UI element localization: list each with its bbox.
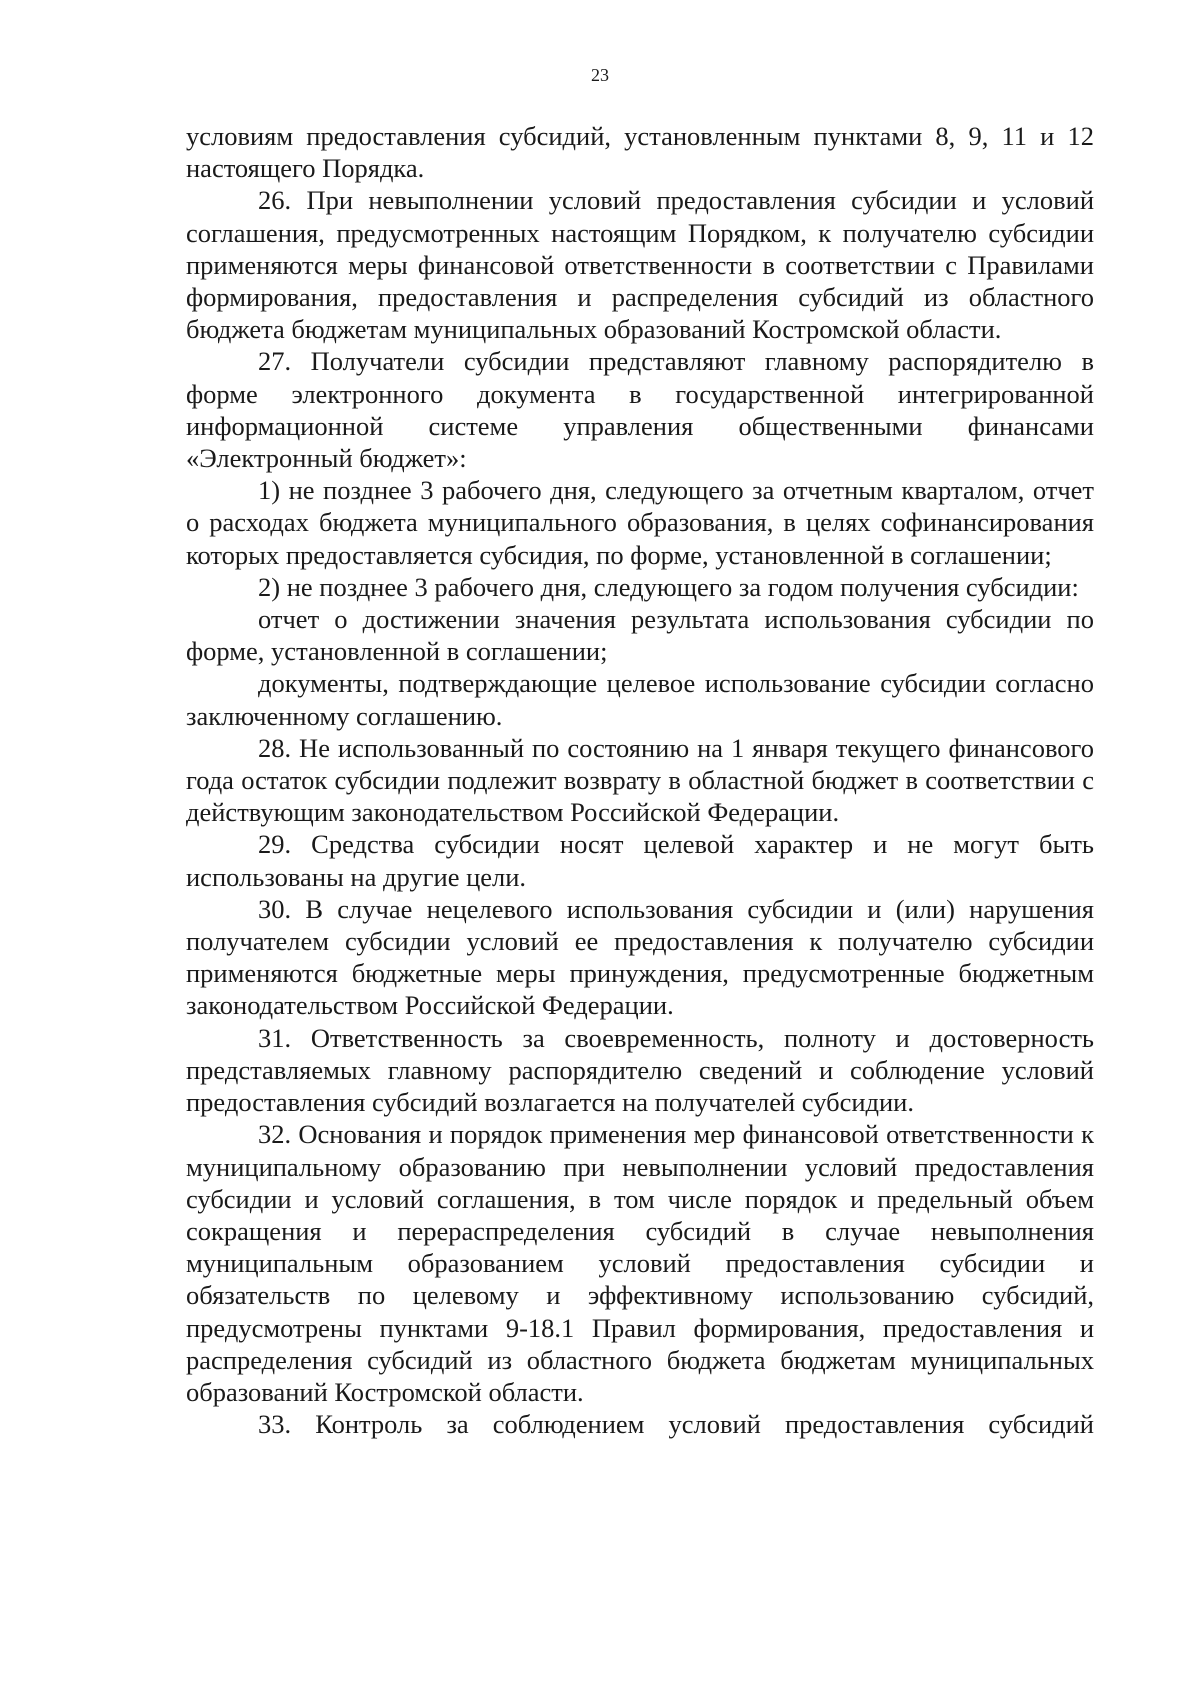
paragraph-31: 31. Ответственность за своевременность, полноту и достоверность представляемых главному распорядителю сведений и соблюдение условий предоставления субсидий возлагается на получателей субсидии. xyxy=(186,1022,1094,1118)
paragraph-29: 29. Средства субсидии носят целевой характер и не могут быть использованы на другие цели. xyxy=(186,829,1094,892)
paragraph-28: 28. Не использованный по состоянию на 1 января текущего финансового года остаток субсидии подлежит возврату в областной бюджет в соответствии с действующим законодательством Российской Федерации. xyxy=(186,732,1094,828)
paragraph-continuation: условиям предоставления субсидий, установленным пунктами 8, 9, 11 и 12 настоящего Порядка. xyxy=(186,121,1094,184)
paragraph-27-item-2: 2) не позднее 3 рабочего дня, следующего за годом получения субсидии: xyxy=(258,571,1079,602)
paragraph-30: 30. В случае нецелевого использования субсидии и (или) нарушения получателем субсидии условий ее предоставления к получателю субсидии применяются бюджетные меры принуждения, предусмотренные бюджетным законодательством Российской Федерации. xyxy=(186,893,1094,1021)
paragraph-27-item-1: 1) не позднее 3 рабочего дня, следующего за отчетным кварталом, отчет о расходах бюджета муниципального образования, в целях софинансирования которых предоставляется субсидия, по форме, установленной в соглашении; xyxy=(186,475,1094,570)
paragraph-33: 33. Контроль за соблюдением условий предоставления субсидий xyxy=(258,1409,1094,1440)
paragraph-26: 26. При невыполнении условий предоставления субсидии и условий соглашения, предусмотренных настоящим Порядком, к получателю субсидии применяются меры финансовой ответственности в соответствии с Правилами формирования, предоставления и распределения субсидий из областного бюджета бюджетам муниципальных образований Костромской области. xyxy=(186,185,1094,345)
document-body xyxy=(186,120,1094,1440)
paragraph-32: 32. Основания и порядок применения мер финансовой ответственности к муниципальному образованию при невыполнении условий предоставления субсидии и условий соглашения, в том числе порядок и предельный объем сокращения и перераспределения субсидий в случае невыполнения муниципальным образованием условий предоставления субсидии и обязательств по целевому и эффективному использованию субсидий, предусмотрены пунктами 9-18.1 Правил формирования, предоставления и распределения субсидий из областного бюджета бюджетам муниципальных образований Костромской области. xyxy=(186,1119,1094,1407)
paragraph-27-item-2-documents: документы, подтверждающие целевое использование субсидии согласно заключенному соглашению. xyxy=(186,668,1094,731)
page-number: 23 xyxy=(591,65,609,85)
paragraph-27: 27. Получатели субсидии представляют главному распорядителю в форме электронного документа в государственной интегрированной информационной системе управления общественными финансами «Электронный бюджет»: xyxy=(186,346,1094,474)
paragraph-27-item-2-report: отчет о достижении значения результата использования субсидии по форме, установленной в соглашении; xyxy=(186,604,1094,667)
